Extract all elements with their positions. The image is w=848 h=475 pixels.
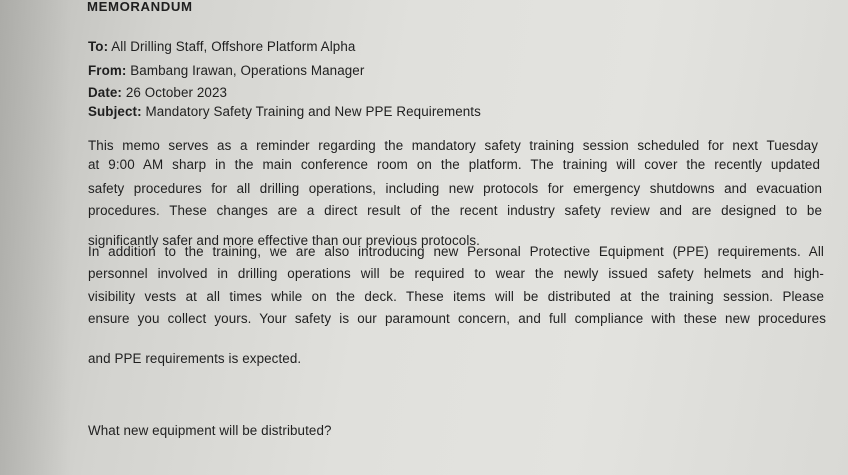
from-line [88, 63, 364, 78]
memo-title: MEMORANDUM [87, 0, 193, 14]
from-label: From: [88, 63, 127, 78]
body-line: In addition to the training, we are also introducing new Personal Protective Equipment (PPE) requirements. All [88, 244, 824, 259]
body-line: at 9:00 AM sharp in the main conference room on the platform. The training will cover the recently updated [88, 157, 820, 172]
from-value: Bambang Irawan, Operations Manager [130, 63, 365, 78]
date-line [88, 85, 227, 100]
body-line: procedures. These changes are a direct result of the recent industry safety review and are designed to be [88, 203, 822, 218]
to-value: All Drilling Staff, Offshore Platform Alpha [111, 39, 356, 54]
date-value: 26 October 2023 [125, 85, 228, 100]
to-label: To: [88, 39, 109, 54]
date-label: Date: [88, 85, 122, 100]
body-line: significantly safer and more effective than our previous protocols. [88, 233, 481, 248]
body-line: This memo serves as a reminder regarding the mandatory safety training session scheduled for next Tuesday [88, 138, 818, 153]
body-line: ensure you collect yours. Your safety is our paramount concern, and full compliance with these new procedures [88, 311, 826, 326]
question-text: What new equipment will be distributed? [88, 423, 332, 438]
body-line: visibility vests at all times while on the deck. These items will be distributed at the training session. Please [88, 289, 824, 304]
to-line [88, 39, 355, 54]
body-line: and PPE requirements is expected. [88, 351, 302, 366]
body-line: safety procedures for all drilling operations, including new protocols for emergency shutdowns and evacuation [88, 181, 822, 196]
page-shadow [0, 0, 70, 475]
subject-label: Subject: [88, 104, 142, 119]
subject-line [88, 104, 481, 119]
subject-value: Mandatory Safety Training and New PPE Requirements [145, 104, 481, 119]
body-line: personnel involved in drilling operations will be required to wear the newly issued safety helmets and high- [88, 266, 824, 281]
